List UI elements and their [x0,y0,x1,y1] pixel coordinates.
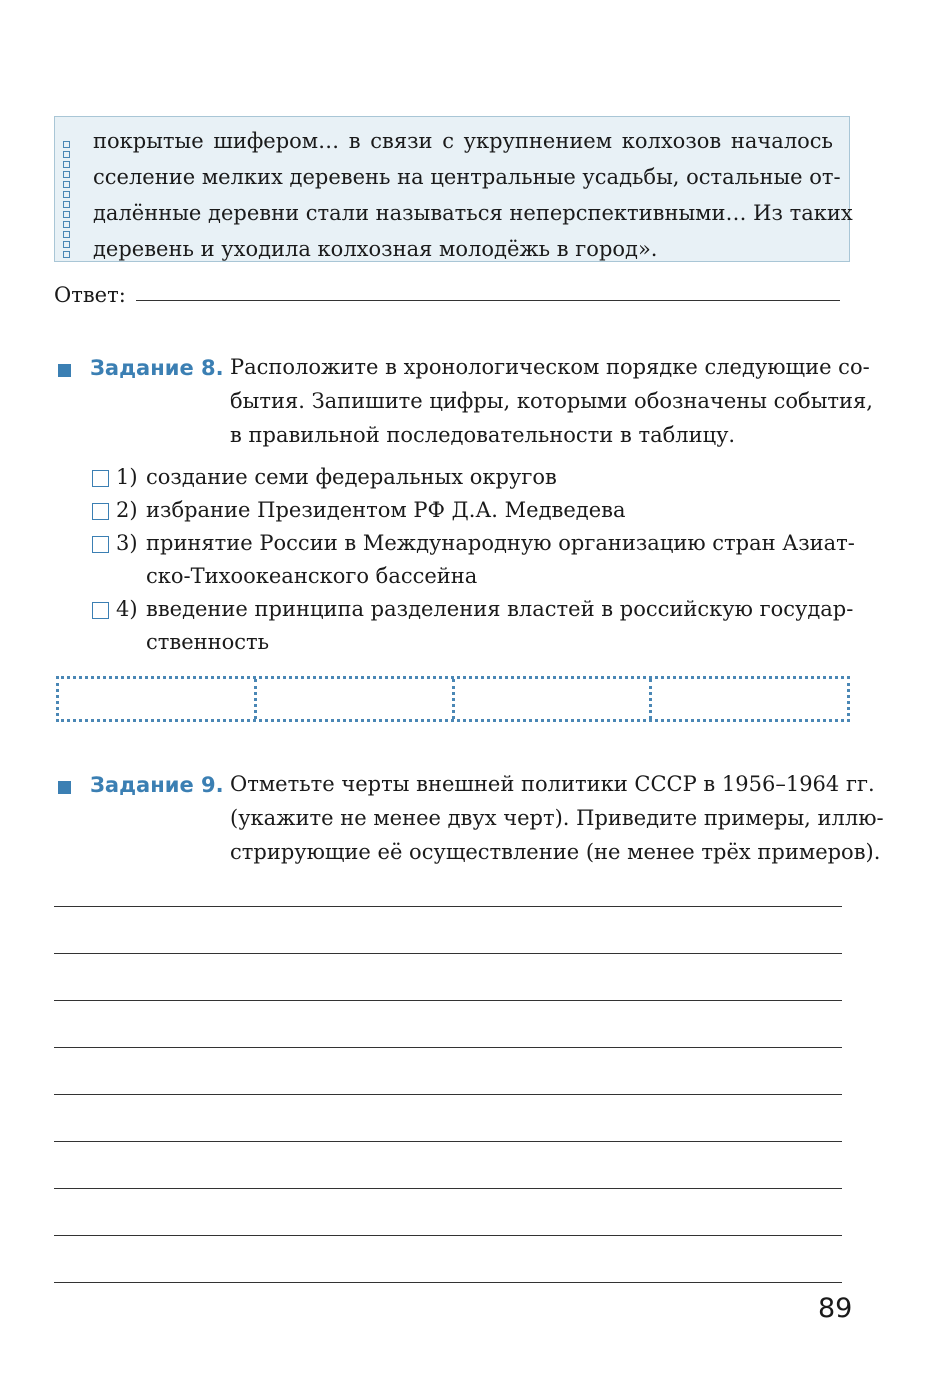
page-number: 89 [818,1293,853,1324]
answer-cell[interactable] [257,679,455,719]
task-9-text [230,767,884,869]
answer-cell[interactable] [455,679,653,719]
answer-cell[interactable] [652,679,847,719]
task-8-option [90,494,850,527]
quote-text [93,123,853,267]
option-number: 1) [116,465,138,489]
writing-line[interactable] [54,1235,842,1236]
task-8-options [90,461,855,659]
checkbox-icon[interactable] [92,470,109,487]
quote-marker-icon [63,141,73,258]
option-text: создание семи федеральных округов [146,465,557,489]
quote-line: деревень и уходила колхозная молодёжь в город». [93,237,658,261]
task-8-line: Расположите в хронологическом порядке следующие со- [230,355,870,379]
option-number: 3) [116,531,138,555]
quote-line: далённые деревни стали называться неперспективными… Из таких [93,201,853,225]
checkbox-icon[interactable] [92,536,109,553]
quote-box [54,116,853,262]
task-8-line: бытия. Запишите цифры, которыми обозначены события, [230,389,873,413]
writing-line[interactable] [54,1094,842,1095]
quote-line: сселение мелких деревень на центральные усадьбы, остальные от- [93,165,841,189]
answer-cell[interactable] [59,679,257,719]
task-9-line: Отметьте черты внешней политики СССР в 1956–1964 гг. [230,772,875,796]
task-8-option [90,593,854,659]
option-text: ственность [146,630,270,654]
answer-table [56,676,850,722]
task-8-option [90,527,855,593]
writing-line[interactable] [54,1282,842,1283]
option-text: принятие России в Международную организацию стран Азиат- [146,531,855,555]
answer-input-line[interactable] [136,300,840,301]
option-number: 4) [116,597,138,621]
task-9-label: Задание 9. [90,773,224,797]
answer-label: Ответ: [54,283,126,307]
task-8-text [230,350,873,452]
task-9-line: (укажите не менее двух черт). Приведите примеры, иллю- [230,806,884,830]
option-text: введение принципа разделения властей в российскую государ- [146,597,854,621]
writing-line[interactable] [54,953,842,954]
option-number: 2) [116,498,138,522]
task-9-line: стрирующие её осуществление (не менее трёх примеров). [230,840,881,864]
writing-line[interactable] [54,906,842,907]
task-8-marker-icon [58,364,71,377]
writing-line[interactable] [54,1188,842,1189]
option-text: избрание Президентом РФ Д.А. Медведева [146,498,626,522]
checkbox-icon[interactable] [92,503,109,520]
task-8-line: в правильной последовательности в таблицу. [230,423,736,447]
task-8-option [90,461,850,494]
writing-line[interactable] [54,1141,842,1142]
checkbox-icon[interactable] [92,602,109,619]
task-9-marker-icon [58,781,71,794]
writing-line[interactable] [54,1000,842,1001]
option-text: ско-Тихоокеанского бассейна [146,564,478,588]
writing-line[interactable] [54,1047,842,1048]
quote-line: покрытые шифером… в связи с укрупнением колхозов началось [93,129,833,153]
task-8-label: Задание 8. [90,356,224,380]
